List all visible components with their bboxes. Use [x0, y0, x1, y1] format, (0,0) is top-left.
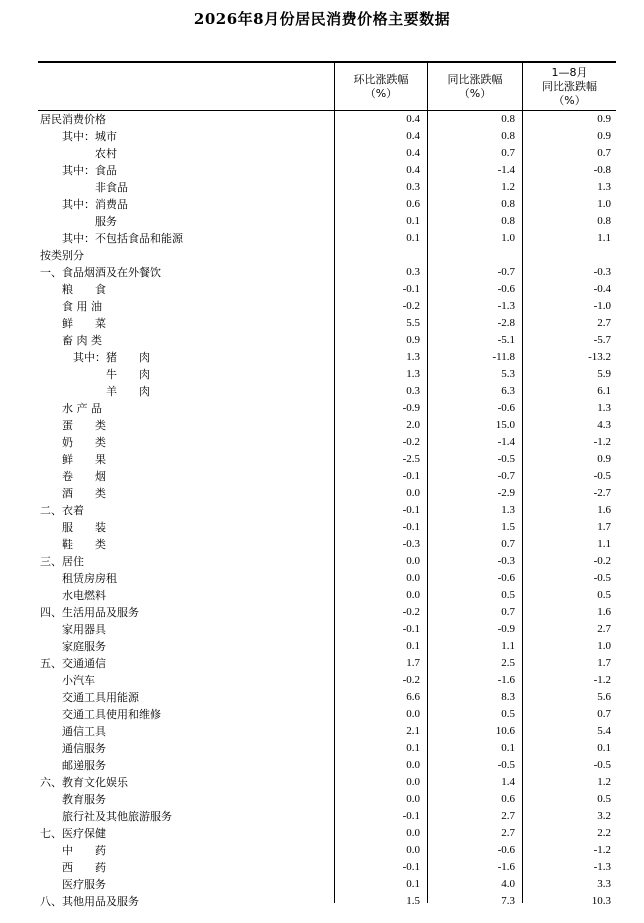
yoy-value: 4.0	[501, 878, 515, 890]
ytd-value: 1.3	[597, 181, 611, 193]
row-label: 八、其他用品及服务	[40, 895, 139, 908]
ytd-value: -0.4	[593, 283, 611, 295]
table-row	[38, 604, 616, 621]
mom-value: 0.3	[406, 385, 420, 397]
row-label: 居民消费价格	[40, 113, 106, 126]
table-row	[38, 264, 616, 281]
table-row	[38, 366, 616, 383]
table-row	[38, 553, 616, 570]
ytd-value: 0.9	[597, 130, 611, 142]
table-row	[38, 111, 616, 128]
mom-value: -0.1	[402, 861, 420, 873]
yoy-value: 1.0	[501, 232, 515, 244]
row-label: 六、教育文化娱乐	[40, 776, 128, 789]
yoy-value: 2.5	[501, 657, 515, 669]
yoy-value: 0.1	[501, 742, 515, 754]
table-row	[38, 230, 616, 247]
yoy-value: -0.6	[497, 572, 515, 584]
row-label: 邮递服务	[62, 759, 106, 772]
table-row	[38, 468, 616, 485]
ytd-value: -2.7	[593, 487, 611, 499]
mom-value: 2.0	[406, 419, 420, 431]
row-label: 水电燃料	[62, 589, 106, 602]
ytd-value: -0.5	[593, 572, 611, 584]
row-label: 交通工具用能源	[62, 691, 139, 704]
ytd-value: -0.3	[593, 266, 611, 278]
yoy-value: 0.8	[501, 198, 515, 210]
mom-value: -0.1	[402, 470, 420, 482]
mom-value: -0.2	[402, 674, 420, 686]
mom-value: -0.2	[402, 436, 420, 448]
ytd-value: 0.9	[597, 453, 611, 465]
ytd-value: -5.7	[593, 334, 611, 346]
table-row	[38, 740, 616, 757]
page-title: 2026年8月份居民消费价格主要数据	[193, 10, 451, 28]
yoy-value: 0.5	[501, 708, 515, 720]
table-row	[38, 400, 616, 417]
table-row	[38, 757, 616, 774]
row-label: 二、衣着	[40, 504, 84, 517]
table-row	[38, 451, 616, 468]
table-row	[38, 893, 616, 910]
mom-value: -0.1	[402, 521, 420, 533]
mom-value: 0.4	[406, 164, 420, 176]
row-label: 通信工具	[62, 725, 106, 738]
ytd-value: 10.3	[591, 895, 611, 907]
yoy-value: 2.7	[501, 810, 515, 822]
yoy-value: -1.4	[497, 164, 515, 176]
mom-value: 0.0	[406, 487, 420, 499]
table-row	[38, 570, 616, 587]
yoy-value: -0.5	[497, 759, 515, 771]
row-label: 牛 肉	[106, 368, 150, 381]
row-label: 蛋 类	[62, 419, 106, 432]
table-row	[38, 502, 616, 519]
ytd-value: 0.5	[597, 793, 611, 805]
ytd-value: 0.8	[597, 215, 611, 227]
yoy-value: -5.1	[497, 334, 515, 346]
mom-value: 0.0	[406, 844, 420, 856]
table-row	[38, 145, 616, 162]
table-row	[38, 332, 616, 349]
row-label: 通信服务	[62, 742, 106, 755]
table-row	[38, 196, 616, 213]
yoy-value: 1.5	[501, 521, 515, 533]
mom-value: 0.4	[406, 113, 420, 125]
ytd-value: -1.2	[593, 436, 611, 448]
ytd-value: -1.0	[593, 300, 611, 312]
table-row	[38, 876, 616, 893]
table-row	[38, 774, 616, 791]
mom-value: -0.2	[402, 300, 420, 312]
yoy-value: 6.3	[501, 385, 515, 397]
ytd-value: 5.9	[597, 368, 611, 380]
row-label: 食 用 油	[62, 300, 102, 313]
table-row	[38, 808, 616, 825]
row-label: 其中：城市	[62, 130, 117, 143]
yoy-value: 0.5	[501, 589, 515, 601]
yoy-value: 2.7	[501, 827, 515, 839]
yoy-value: 0.7	[501, 606, 515, 618]
yoy-value: -0.5	[497, 453, 515, 465]
row-label: 小汽车	[62, 674, 95, 687]
yoy-value: -1.4	[497, 436, 515, 448]
header-ytd-line2: 同比涨跌幅	[542, 79, 597, 93]
ytd-value: 3.2	[597, 810, 611, 822]
mom-value: 6.6	[406, 691, 420, 703]
mom-value: -0.2	[402, 606, 420, 618]
ytd-value: 1.3	[597, 402, 611, 414]
yoy-value: 1.4	[501, 776, 515, 788]
ytd-value: 4.3	[597, 419, 611, 431]
row-label: 卷 烟	[62, 470, 106, 483]
yoy-value: 0.7	[501, 538, 515, 550]
row-label: 水 产 品	[62, 402, 102, 415]
yoy-value: 0.8	[501, 113, 515, 125]
row-label: 租赁房房租	[62, 572, 117, 585]
ytd-value: 2.7	[597, 623, 611, 635]
ytd-value: 3.3	[597, 878, 611, 890]
yoy-value: 0.8	[501, 130, 515, 142]
yoy-value: 5.3	[501, 368, 515, 380]
row-label: 中 药	[62, 844, 106, 857]
yoy-value: -0.6	[497, 844, 515, 856]
mom-value: 0.1	[406, 232, 420, 244]
yoy-value: -0.9	[497, 623, 515, 635]
mom-value: 2.1	[406, 725, 420, 737]
row-label: 其中：不包括食品和能源	[62, 232, 183, 245]
header-mom-line1: 环比涨跌幅	[353, 72, 409, 86]
table-row	[38, 689, 616, 706]
table-row	[38, 315, 616, 332]
table-row	[38, 672, 616, 689]
mom-value: 0.1	[406, 215, 420, 227]
row-label: 一、食品烟酒及在外餐饮	[40, 266, 161, 279]
table-row	[38, 179, 616, 196]
table-row	[38, 417, 616, 434]
ytd-value: 2.7	[597, 317, 611, 329]
row-label: 三、居住	[40, 555, 84, 568]
mom-value: 0.6	[406, 198, 420, 210]
yoy-value: 1.1	[501, 640, 515, 652]
ytd-value: -13.2	[588, 351, 611, 363]
table-row	[38, 281, 616, 298]
ytd-value: 0.9	[597, 113, 611, 125]
yoy-value: -2.8	[497, 317, 515, 329]
yoy-value: -1.3	[497, 300, 515, 312]
row-label: 其中：食品	[62, 164, 117, 177]
row-label: 其中：消费品	[62, 198, 128, 211]
ytd-value: 1.0	[597, 198, 611, 210]
mom-value: 0.1	[406, 640, 420, 652]
yoy-value: 1.2	[501, 181, 515, 193]
ytd-value: 1.2	[597, 776, 611, 788]
mom-value: 0.3	[406, 266, 420, 278]
yoy-value: -0.7	[497, 266, 515, 278]
row-label: 医疗服务	[62, 878, 106, 891]
yoy-value: -0.6	[497, 283, 515, 295]
row-label: 其中：猪 肉	[73, 351, 150, 364]
row-label: 粮 食	[62, 283, 106, 296]
yoy-value: -0.7	[497, 470, 515, 482]
table-row	[38, 621, 616, 638]
yoy-value: 0.7	[501, 147, 515, 159]
row-label: 奶 类	[62, 436, 106, 449]
ytd-value: -1.2	[593, 844, 611, 856]
mom-value: -0.9	[402, 402, 420, 414]
table-row	[38, 247, 616, 264]
ytd-value: 1.6	[597, 606, 611, 618]
header-ytd-line3: （%）	[553, 93, 586, 107]
ytd-value: 6.1	[597, 385, 611, 397]
yoy-value: 7.3	[501, 895, 515, 907]
row-label: 家庭服务	[62, 640, 106, 653]
header-ytd	[523, 63, 616, 110]
yoy-value: -11.8	[492, 351, 515, 363]
table-row	[38, 434, 616, 451]
table-row	[38, 842, 616, 859]
mom-value: 0.9	[406, 334, 420, 346]
mom-value: 1.3	[406, 351, 420, 363]
row-label: 七、医疗保健	[40, 827, 106, 840]
table-row	[38, 162, 616, 179]
row-label: 交通工具使用和维修	[62, 708, 161, 721]
yoy-value: -1.6	[497, 861, 515, 873]
mom-value: 0.0	[406, 708, 420, 720]
table-row	[38, 825, 616, 842]
row-label: 鞋 类	[62, 538, 106, 551]
yoy-value: 8.3	[501, 691, 515, 703]
ytd-value: 5.4	[597, 725, 611, 737]
row-label: 酒 类	[62, 487, 106, 500]
mom-value: 0.0	[406, 572, 420, 584]
table-row	[38, 298, 616, 315]
mom-value: -2.5	[402, 453, 420, 465]
row-label: 教育服务	[62, 793, 106, 806]
row-label: 西 药	[62, 861, 106, 874]
row-label: 服 装	[62, 521, 106, 534]
mom-value: 5.5	[406, 317, 420, 329]
table-row	[38, 638, 616, 655]
ytd-value: 1.7	[597, 521, 611, 533]
mom-value: 0.4	[406, 130, 420, 142]
table-row	[38, 485, 616, 502]
mom-value: -0.1	[402, 810, 420, 822]
ytd-value: 5.6	[597, 691, 611, 703]
mom-value: 0.0	[406, 827, 420, 839]
ytd-value: -0.2	[593, 555, 611, 567]
header-mom-line2: （%）	[364, 86, 398, 100]
mom-value: 1.3	[406, 368, 420, 380]
mom-value: 0.0	[406, 793, 420, 805]
row-label: 鲜 菜	[62, 317, 106, 330]
mom-value: 0.3	[406, 181, 420, 193]
ytd-value: -0.5	[593, 759, 611, 771]
ytd-value: 1.0	[597, 640, 611, 652]
ytd-value: -1.2	[593, 674, 611, 686]
table-row	[38, 519, 616, 536]
ytd-value: 1.1	[597, 232, 611, 244]
row-label: 服务	[95, 215, 117, 228]
ytd-value: 1.7	[597, 657, 611, 669]
mom-value: 0.0	[406, 776, 420, 788]
mom-value: 0.0	[406, 555, 420, 567]
header-ytd-line1: 1—8月	[551, 65, 588, 79]
row-label: 鲜 果	[62, 453, 106, 466]
table-body	[38, 111, 616, 910]
table-row	[38, 349, 616, 366]
table-row	[38, 383, 616, 400]
mom-value: 0.1	[406, 878, 420, 890]
row-label: 农村	[95, 147, 117, 160]
table-row	[38, 791, 616, 808]
ytd-value: 2.2	[597, 827, 611, 839]
table-row	[38, 536, 616, 553]
table-row	[38, 587, 616, 604]
header-mom	[335, 63, 427, 110]
mom-value: -0.1	[402, 623, 420, 635]
mom-value: 0.1	[406, 742, 420, 754]
yoy-value: -0.3	[497, 555, 515, 567]
mom-value: 0.0	[406, 589, 420, 601]
table-row	[38, 655, 616, 672]
row-label: 畜 肉 类	[62, 334, 102, 347]
ytd-value: 0.7	[597, 147, 611, 159]
yoy-value: -2.9	[497, 487, 515, 499]
mom-value: 1.7	[406, 657, 420, 669]
mom-value: 0.4	[406, 147, 420, 159]
yoy-value: -1.6	[497, 674, 515, 686]
table-row	[38, 128, 616, 145]
yoy-value: 15.0	[495, 419, 515, 431]
table-row	[38, 859, 616, 876]
ytd-value: 1.6	[597, 504, 611, 516]
row-label: 旅行社及其他旅游服务	[62, 810, 172, 823]
mom-value: 0.0	[406, 759, 420, 771]
yoy-value: 0.6	[501, 793, 515, 805]
table-row	[38, 706, 616, 723]
table-row	[38, 723, 616, 740]
ytd-value: -0.8	[593, 164, 611, 176]
mom-value: 1.5	[406, 895, 420, 907]
ytd-value: 0.7	[597, 708, 611, 720]
mom-value: -0.1	[402, 283, 420, 295]
yoy-value: 1.3	[501, 504, 515, 516]
row-label: 家用器具	[62, 623, 106, 636]
header-yoy-line2: （%）	[458, 86, 492, 100]
table-row	[38, 213, 616, 230]
header-yoy	[428, 63, 522, 110]
row-label: 按类别分	[40, 249, 84, 262]
mom-value: -0.1	[402, 504, 420, 516]
row-label: 非食品	[95, 181, 128, 194]
mom-value: -0.3	[402, 538, 420, 550]
ytd-value: -0.5	[593, 470, 611, 482]
header-yoy-line1: 同比涨跌幅	[447, 72, 503, 86]
row-label: 四、生活用品及服务	[40, 606, 139, 619]
yoy-value: 10.6	[495, 725, 515, 737]
row-label: 羊 肉	[106, 385, 150, 398]
ytd-value: 1.1	[597, 538, 611, 550]
yoy-value: 0.8	[501, 215, 515, 227]
yoy-value: -0.6	[497, 402, 515, 414]
ytd-value: 0.1	[597, 742, 611, 754]
ytd-value: 0.5	[597, 589, 611, 601]
row-label: 五、交通通信	[40, 657, 106, 670]
ytd-value: -1.3	[593, 861, 611, 873]
